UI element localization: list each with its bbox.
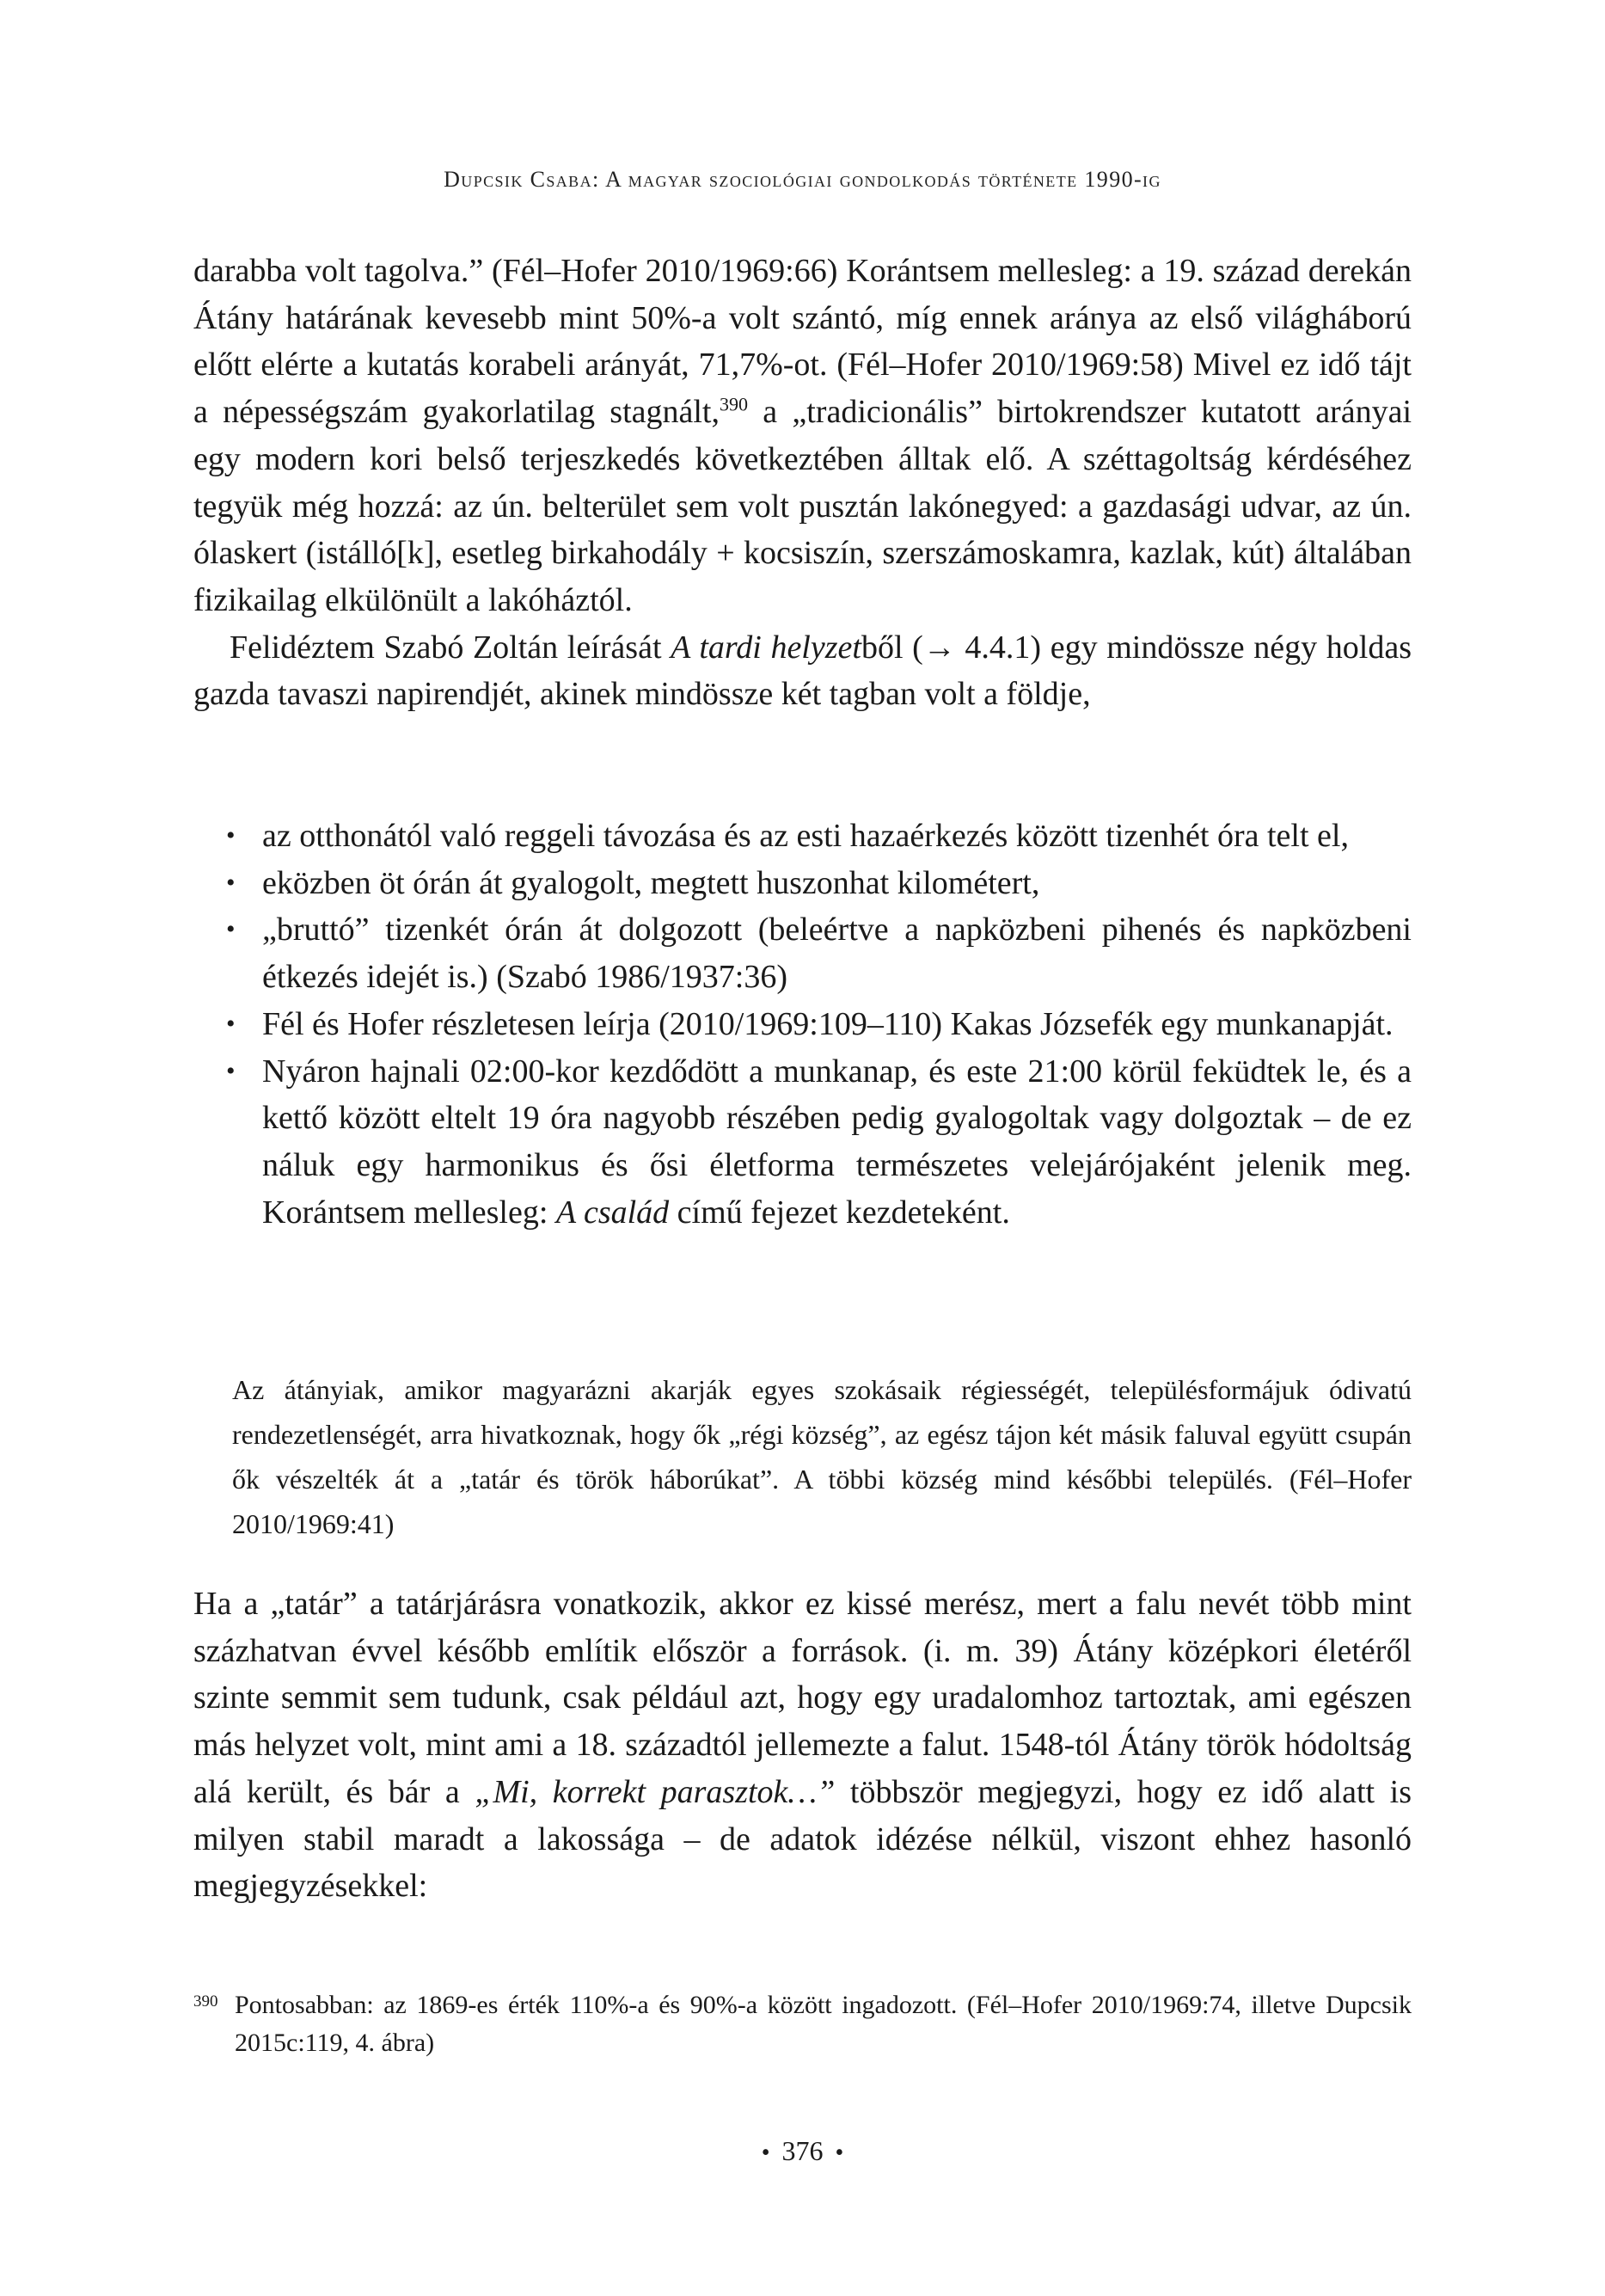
footnote-text: Pontosabban: az 1869-es érték 110%-a és 90%-a között ingadozott. (Fél–Hofer 2010/1969:74, illetve Dupcsik 2015c:119, 4. ábra) bbox=[235, 1991, 1412, 2057]
bullet-icon: • bbox=[226, 1056, 236, 1085]
bullet-list bbox=[193, 813, 1412, 1236]
bullet-icon: • bbox=[226, 868, 236, 897]
list-item bbox=[193, 906, 1412, 1000]
paragraph-2-book-title: A tardi helyzet bbox=[671, 629, 861, 666]
list-item-text: „bruttó” tizenkét órán át dolgozott (beleértve a napközbeni pihenés és napközbeni étkezés idejét is.) (Szabó 1986/1937:36) bbox=[262, 912, 1412, 996]
list-item-text: Fél és Hofer részletesen leírja (2010/1969:109–110) Kakas Józsefék egy munkanapját. bbox=[262, 1005, 1394, 1042]
chapter-title: A család bbox=[555, 1194, 670, 1231]
list-item-text: eközben öt órán át gyalogolt, megtett huszonhat kilométert, bbox=[262, 864, 1040, 901]
paragraph-3-part-2: többször megjegyzi, hogy ez idő alatt is milyen stabil maradt a lakossága – de adatok idézése nélkül, viszont ehhez hasonló megjegyzésekkel: bbox=[193, 1773, 1412, 1905]
list-item bbox=[193, 1048, 1412, 1237]
list-item-text: Nyáron hajnali 02:00-kor kezdődött a munkanap, és este 21:00 körül feküdtek le, és a kettő között eltelt 19 óra nagyobb részében pedig gyalogoltak vagy dolgoztak – de ez náluk egy harmonikus és ősi életforma természetes velejárójaként jelenik meg. Korántsem mellesleg: bbox=[262, 1053, 1412, 1231]
paragraph-1-part-1: darabba volt tagolva.” (Fél–Hofer 2010/1969:66) Korántsem mellesleg: a 19. század derekán Átány határának kevesebb mint 50%-a volt szántó, míg ennek aránya az első világháború előtt elérte a kutatás korabeli arányát, 71,7%-ot. (Fél–Hofer 2010/1969:58) Mivel ez idő tájt a népességszám gyakorlatilag stagnált, bbox=[193, 253, 1412, 431]
list-item bbox=[193, 813, 1412, 860]
paragraph-1 bbox=[193, 248, 1412, 624]
paragraph-3-part-1: Ha a „tatár” a tatárjárásra vonatkozik, akkor ez kissé merész, mert a falu nevét több mint százhatvan évvel később említik először a források. (i. m. 39) Átány középkori életéről szinte semmit sem tudunk, csak például azt, hogy egy uradalomhoz tartoztak, ami egészen más helyzet volt, mint ami a 18. századtól jellemezte a falut. 1548-tól Átány török hódoltság alá került, és bár a bbox=[193, 1586, 1412, 1810]
paragraph-3-italic-title: „Mi, korrekt parasztok…” bbox=[475, 1773, 836, 1810]
block-quote: Az átányiak, amikor magyarázni akarják egyes szokásaik régiességét, településformájuk ódivatú rendezetlenségét, arra hivatkoznak, hogy ők „régi község”, az egész tájon két másik faluval együtt csupán ők vészelték át a „tatár és török háborúkat”. A többi község mind későbbi település. (Fél–Hofer 2010/1969:41) bbox=[232, 1374, 1412, 1539]
list-item bbox=[193, 860, 1412, 907]
page-number bbox=[0, 2135, 1605, 2167]
page-number-dot-left: • bbox=[761, 2139, 770, 2166]
paragraph-3 bbox=[193, 1581, 1412, 1910]
bullet-icon: • bbox=[226, 821, 236, 850]
running-head: Dupcsik Csaba: A magyar szociológiai gondolkodás története 1990-ig bbox=[444, 167, 1161, 192]
main-text-top bbox=[193, 248, 1412, 718]
footnote-reference[interactable]: 390 bbox=[720, 393, 749, 415]
footnote bbox=[193, 1986, 1412, 2062]
list-item bbox=[193, 1001, 1412, 1048]
page-number-value: 376 bbox=[781, 2135, 824, 2166]
page-number-dot-right: • bbox=[835, 2139, 844, 2166]
paragraph-2-after: ből (→ 4.4.1) egy mindössze négy holdas gazda tavaszi napirendjét, akinek mindössze két tagban volt a földje, bbox=[193, 629, 1412, 713]
paragraph-2-before: Felidéztem Szabó Zoltán leírását bbox=[230, 629, 671, 666]
list-item-text: az otthonától való reggeli távozása és az esti hazaérkezés között tizenhét óra telt el, bbox=[262, 818, 1349, 854]
list-item-text-end: című fejezet kezdeteként. bbox=[669, 1194, 1010, 1231]
bullet-icon: • bbox=[226, 1009, 236, 1038]
footnote-number: 390 bbox=[193, 1992, 218, 2011]
paragraph-1-part-2: a „tradicionális” birtokrendszer kutatott arányai egy modern kori belső terjeszkedés következtében álltak elő. A széttagoltság kérdéséhez tegyük még hozzá: az ún. belterület sem volt pusztán lakónegyed: a gazdasági udvar, az ún. ólaskert (istálló[k], esetleg birkahodály + kocsiszín, szerszámoskamra, kazlak, kút) általában fizikailag elkülönült a lakóháztól. bbox=[193, 394, 1412, 618]
paragraph-2 bbox=[193, 624, 1412, 718]
main-text-bottom bbox=[193, 1581, 1412, 1910]
bullet-icon: • bbox=[226, 915, 236, 944]
